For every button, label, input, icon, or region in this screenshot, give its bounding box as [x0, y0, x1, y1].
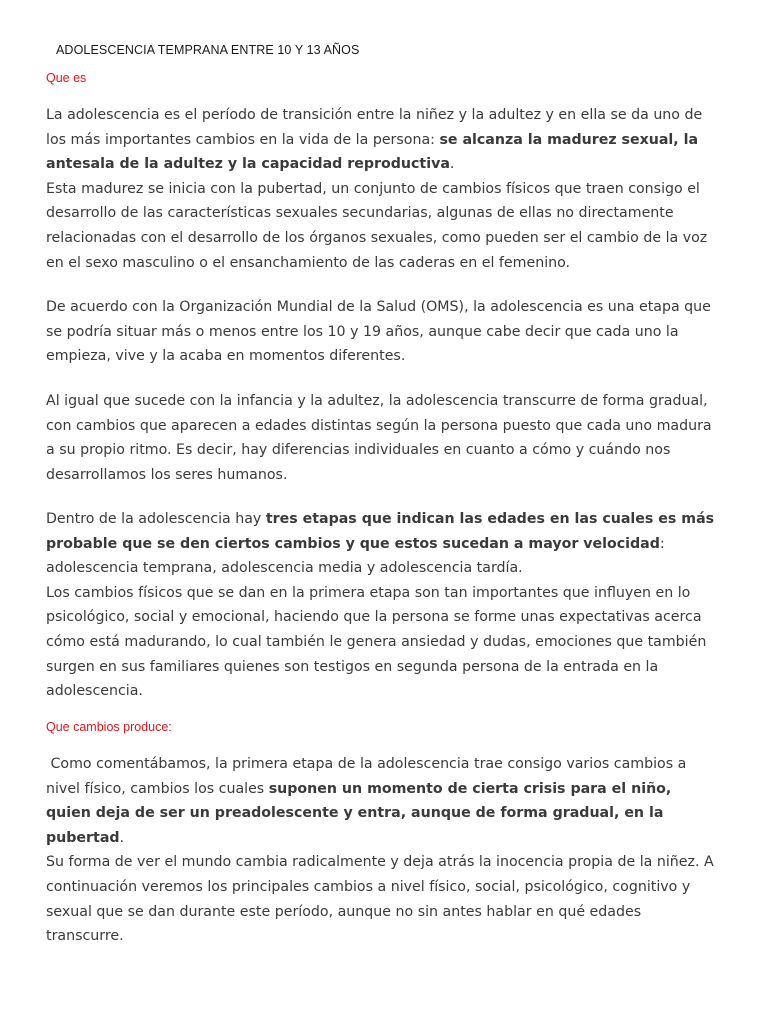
text-line: desarrollamos los seres humanos.: [46, 466, 288, 483]
text-line: Como comentábamos, la primera etapa de la adolescencia trae consigo varios cambios a: [46, 756, 687, 772]
text-line: desarrollo de las características sexuales secundarias, algunas de ellas no directamente: [46, 205, 674, 222]
text-line: se podría situar más o menos entre los 10 y 19 años, aunque cabe decir que cada uno la: [46, 323, 679, 340]
document-title: ADOLESCENCIA TEMPRANA ENTRE 10 Y 13 AÑOS: [56, 43, 360, 57]
text-line: La adolescencia es el período de transición entre la niñez y la adultez y en ella se da uno de: [46, 107, 703, 123]
paragraph-changes: [46, 752, 722, 949]
text-line: [46, 801, 722, 826]
text-line: [46, 777, 722, 802]
paragraph-definition: [46, 103, 722, 275]
text-line: con cambios que aparecen a edades distintas según la persona puesto que cada uno madura: [46, 417, 712, 434]
text-span: .: [119, 829, 125, 846]
text-line: a su propio ritmo. Es decir, hay diferencias individuales en cuanto a cómo y cuándo nos: [46, 442, 671, 459]
text-line: transcurre.: [46, 928, 124, 945]
text-line: empieza, vive y la acaba en momentos diferentes.: [46, 348, 406, 365]
text-line: en el sexo masculino o el ensanchamiento de las caderas en el femenino.: [46, 254, 571, 271]
text-line: [46, 152, 722, 177]
text-span: nivel físico, cambios los cuales: [46, 780, 269, 797]
bold-text: antesala de la adultez y la capacidad reproductiva: [46, 156, 450, 173]
text-line: [46, 507, 722, 532]
section-heading-cambios: Que cambios produce:: [46, 720, 172, 734]
text-line: Al igual que sucede con la infancia y la adultez, la adolescencia transcurre de forma gradual,: [46, 393, 708, 409]
section-heading-que-es: Que es: [46, 71, 87, 85]
text-line: continuación veremos los principales cambios a nivel físico, social, psicológico, cognitivo y: [46, 878, 691, 895]
bold-text: se alcanza la madurez sexual, la: [439, 131, 699, 148]
text-line: psicológico, social y emocional, haciendo que la persona se forme unas expectativas acerca: [46, 609, 702, 626]
paragraph-oms: [46, 295, 722, 369]
text-line: adolescencia temprana, adolescencia media y adolescencia tardía.: [46, 560, 523, 577]
text-span: Dentro de la adolescencia hay: [46, 511, 266, 527]
bold-text: probable que se den ciertos cambios y que estos sucedan a mayor velocidad: [46, 535, 660, 552]
bold-text: suponen un momento de cierta crisis para el niño,: [268, 780, 672, 797]
bold-text: pubertad: [46, 829, 120, 846]
text-line: cómo está madurando, lo cual también le genera ansiedad y dudas, emociones que también: [46, 633, 707, 650]
bold-text: quien deja de ser un preadolescente y entra, aunque de forma gradual, en la: [46, 805, 664, 822]
bold-text: tres etapas que indican las edades en las cuales es más: [265, 511, 715, 527]
text-line: Los cambios físicos que se dan en la primera etapa son tan importantes que influyen en lo: [46, 584, 691, 601]
text-line: Su forma de ver el mundo cambia radicalmente y deja atrás la inocencia propia de la niñez. A: [46, 854, 714, 871]
text-span: .: [449, 156, 455, 173]
text-line: relacionadas con el desarrollo de los órganos sexuales, como pueden ser el cambio de la voz: [46, 229, 708, 246]
text-line: Esta madurez se inicia con la pubertad, un conjunto de cambios físicos que traen consigo el: [46, 180, 700, 197]
text-line: sexual que se dan durante este período, aunque no sin antes hablar en qué edades: [46, 903, 642, 920]
text-span: los más importantes cambios en la vida de la persona:: [46, 131, 440, 148]
text-line: De acuerdo con la Organización Mundial de la Salud (OMS), la adolescencia es una etapa que: [46, 299, 711, 315]
text-line: [46, 826, 722, 851]
text-line: [46, 532, 722, 557]
paragraph-stages: [46, 507, 722, 704]
text-line: surgen en sus familiares quienes son testigos en segunda persona de la entrada en la: [46, 658, 659, 675]
text-span: :: [659, 535, 665, 552]
text-line: adolescencia.: [46, 683, 143, 700]
text-line: [46, 128, 722, 153]
paragraph-gradual: [46, 389, 722, 487]
